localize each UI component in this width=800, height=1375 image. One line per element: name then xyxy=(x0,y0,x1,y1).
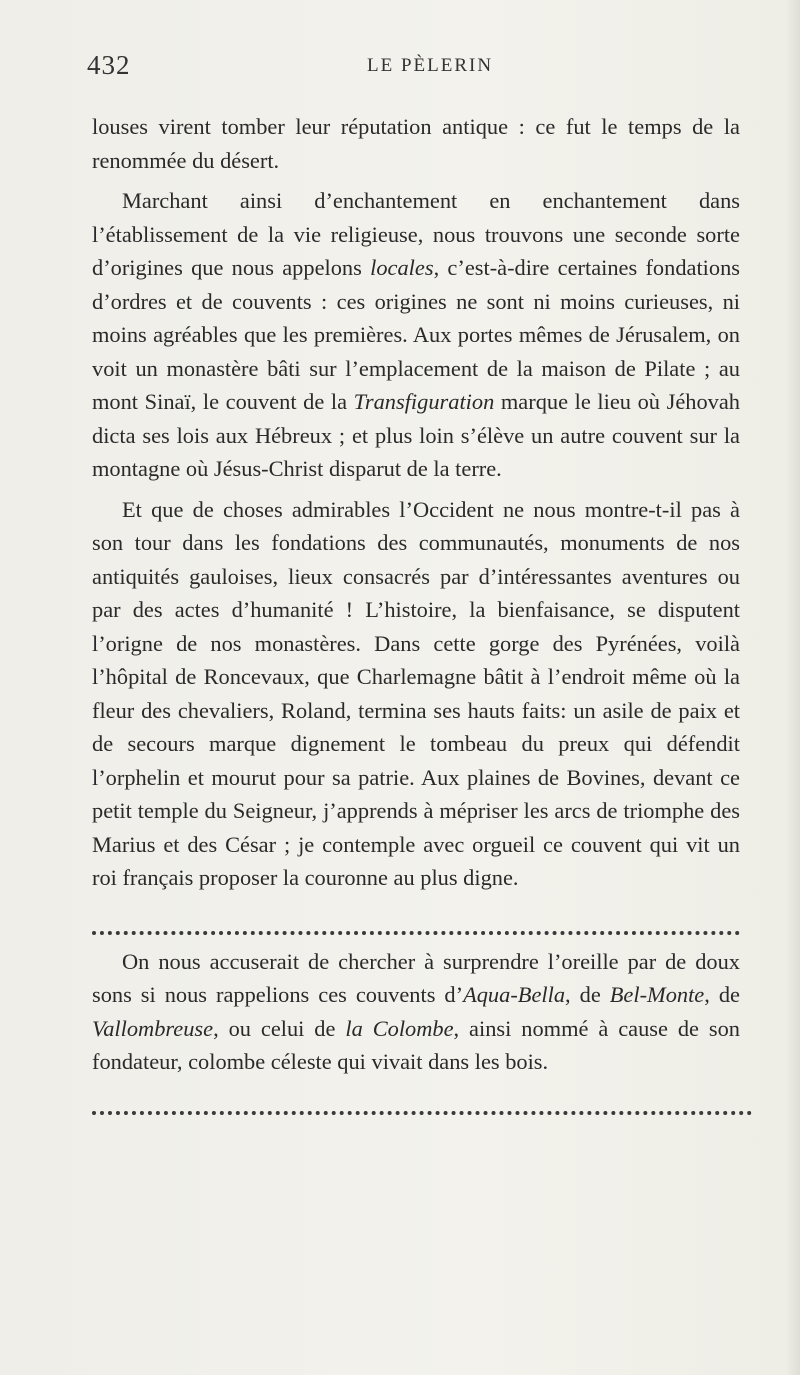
paragraph-4-text-c: , de xyxy=(704,982,740,1007)
paragraph-2-text-c: marque le lieu où Jéhovah dicta ses lois aux Hébreux ; et plus loin s’élève un autre couvent sur la montagne où Jésus-Christ disparut de la terre. xyxy=(92,389,740,481)
ellipsis-divider-bottom xyxy=(92,1097,752,1115)
paragraph-2 xyxy=(92,184,740,486)
paragraph-2-text-b: , c’est-à-dire certaines fondations d’ordres et de couvents : ces origines ne sont ni moins curieuses, ni moins agréables que les premières. Aux portes mêmes de Jérusalem, on voit un monastère bâti sur l’emplacement de la maison de Pilate ; au mont Sinaï, le couvent de la xyxy=(92,255,741,414)
page-header xyxy=(0,42,800,82)
paragraph-1-text: louses virent tomber leur réputation antique : ce fut le temps de la renommée du désert. xyxy=(92,114,740,173)
italic-name-bel-monte: Bel-Monte xyxy=(609,982,705,1007)
running-title: LE PÈLERIN xyxy=(367,55,494,76)
paragraph-4-text-b: , de xyxy=(565,982,610,1007)
ellipsis-divider xyxy=(92,907,740,935)
italic-term-transfiguration: Transfiguration xyxy=(353,389,495,414)
paragraph-3 xyxy=(92,493,740,895)
paragraph-4-text-e: , ainsi nommé à cause de son fondateur, colombe céleste qui vivait dans les bois. xyxy=(92,1015,740,1074)
italic-name-la-colombe: la Colombe xyxy=(345,1015,454,1041)
italic-name-vallombreuse: Vallombreuse xyxy=(92,1015,214,1041)
paragraph-4-text-d: , ou celui de xyxy=(213,1015,346,1041)
paragraph-2-text-a: Marchant ainsi d’enchantement en enchantement dans l’établissement de la vie religieuse, nous trouvons une seconde sorte d’origines que nous appelons xyxy=(92,188,740,280)
italic-term-locales: locales xyxy=(370,255,434,280)
paragraph-3-text: Et que de choses admirables l’Occident ne nous montre-t-il pas à son tour dans les fondations des communautés, monuments de nos antiquités gauloises, lieux consacrés par d’intéressantes aventures ou par des actes d’humanité ! L’histoire, la bienfaisance, se disputent l’origne de nos monastères. Dans cette gorge des Pyrénées, voilà l’hôpital de Roncevaux, que Charlemagne bâtit à l’endroit même où la fleur des chevaliers, Roland, termina ses hauts faits: un asile de paix et de secours marque dignement le tombeau du preux qui défendit l’orphelin et mourut pour sa patrie. Aux plaines de Bovines, devant ce petit temple du Seigneur, j’apprends à mépriser les arcs de triomphe des Marius et des César ; je contemple avec orgueil ce couvent qui vit un roi français proposer la couronne au plus digne. xyxy=(92,496,740,890)
paragraph-1 xyxy=(92,110,740,177)
italic-name-aqua-bella: Aqua-Bella xyxy=(463,982,566,1007)
page-number: 432 xyxy=(87,50,131,80)
paragraph-4-text-a: On nous accuserait de chercher à surprendre l’oreille par de doux sons si nous rappelions ces couvents d’ xyxy=(92,948,740,1007)
paragraph-4 xyxy=(92,945,740,1079)
body-text xyxy=(92,110,740,1115)
page-edge-shadow xyxy=(786,0,800,1375)
